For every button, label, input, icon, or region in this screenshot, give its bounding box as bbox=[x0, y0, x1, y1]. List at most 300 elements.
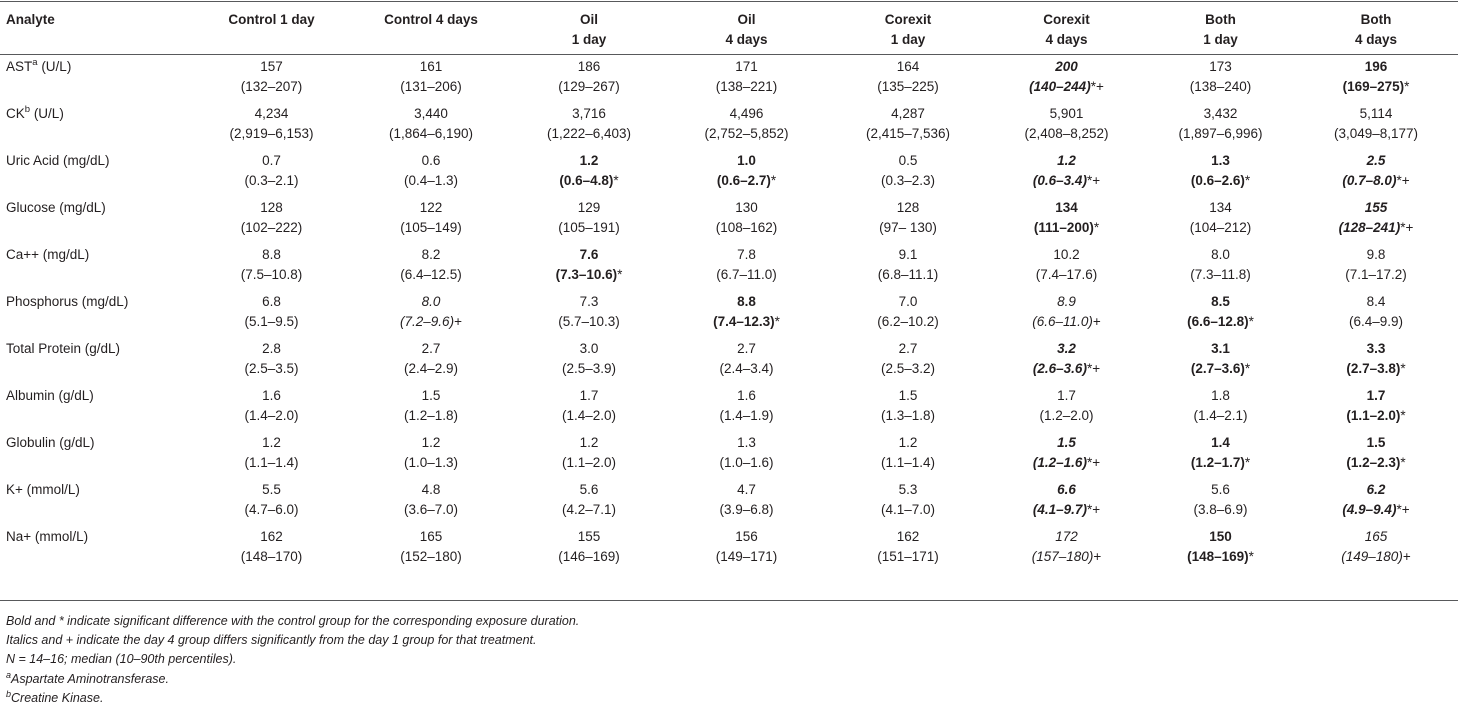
median-value: 5,114 bbox=[1359, 106, 1393, 121]
significance-marker: * bbox=[1244, 361, 1251, 376]
range-value: (2.4–3.4) bbox=[719, 361, 774, 376]
range-value: (1.3–1.8) bbox=[880, 408, 936, 423]
percentile-range bbox=[663, 171, 830, 191]
value-cell bbox=[986, 524, 1147, 571]
percentile-range bbox=[830, 218, 986, 238]
percentile-range bbox=[986, 500, 1147, 520]
median-value: 3,432 bbox=[1203, 106, 1238, 121]
range-value: (138–240) bbox=[1189, 79, 1252, 94]
value-cell bbox=[1294, 477, 1458, 524]
percentile-range bbox=[1147, 500, 1294, 520]
percentile-range bbox=[515, 265, 663, 285]
percentile-range bbox=[830, 77, 986, 97]
percentile-range bbox=[663, 453, 830, 473]
significance-marker: * bbox=[613, 173, 619, 188]
significance-marker: + bbox=[454, 314, 462, 329]
median-value: 4.8 bbox=[421, 482, 441, 497]
range-value: (140–244) bbox=[1029, 79, 1091, 94]
value-cell bbox=[1294, 289, 1458, 336]
range-value: (105–191) bbox=[558, 220, 620, 235]
analyte-footnote-marker: b bbox=[24, 104, 31, 115]
median-value: 162 bbox=[896, 529, 920, 544]
percentile-range bbox=[1294, 171, 1458, 191]
range-value: (3,049–8,177) bbox=[1333, 126, 1419, 141]
range-value: (129–267) bbox=[558, 79, 620, 94]
value-cell bbox=[196, 289, 347, 336]
value-cell bbox=[196, 336, 347, 383]
value-cell bbox=[1147, 242, 1294, 289]
range-value: (7.4–12.3) bbox=[713, 314, 775, 329]
median-value: 1.2 bbox=[898, 435, 918, 450]
range-value: (1,222–6,403) bbox=[546, 126, 632, 141]
value-cell bbox=[515, 148, 663, 195]
column-header bbox=[663, 0, 830, 54]
percentile-range bbox=[830, 265, 986, 285]
significance-marker: *+ bbox=[1396, 173, 1410, 188]
value-cell bbox=[1294, 430, 1458, 477]
range-value: (4.9–9.4) bbox=[1342, 502, 1397, 517]
median-value: 1.2 bbox=[421, 435, 441, 450]
median-value: 173 bbox=[1209, 59, 1232, 74]
analyte-cell bbox=[0, 383, 196, 430]
median-value: 0.5 bbox=[898, 153, 918, 168]
median-value: 8.8 bbox=[737, 294, 756, 309]
percentile-range bbox=[1294, 312, 1458, 332]
range-value: (2,415–7,536) bbox=[865, 126, 951, 141]
range-value: (3.8–6.9) bbox=[1193, 502, 1248, 517]
value-cell bbox=[1294, 54, 1458, 101]
percentile-range bbox=[515, 500, 663, 520]
value-cell bbox=[347, 477, 515, 524]
median-value: 196 bbox=[1364, 59, 1388, 74]
column-header bbox=[1294, 0, 1458, 54]
median-value: 150 bbox=[1209, 529, 1232, 544]
value-cell bbox=[663, 336, 830, 383]
analyte-footnote-marker: a bbox=[32, 57, 38, 68]
median-value: 3.0 bbox=[579, 341, 599, 356]
significance-marker: *+ bbox=[1086, 455, 1101, 470]
column-header-line: Corexit bbox=[1043, 12, 1090, 27]
percentile-range bbox=[196, 77, 347, 97]
percentile-range bbox=[196, 406, 347, 426]
range-value: (2,408–8,252) bbox=[1024, 126, 1109, 141]
median-value: 162 bbox=[260, 529, 283, 544]
percentile-range bbox=[1294, 77, 1458, 97]
range-value: (0.7–8.0) bbox=[1342, 173, 1397, 188]
median-value: 8.0 bbox=[421, 294, 441, 309]
percentile-range bbox=[347, 77, 515, 97]
value-cell bbox=[986, 148, 1147, 195]
percentile-range bbox=[986, 77, 1147, 97]
value-cell bbox=[347, 336, 515, 383]
median-value: 1.7 bbox=[1366, 388, 1386, 403]
range-value: (4.1–7.0) bbox=[880, 502, 936, 517]
range-value: (97– 130) bbox=[879, 220, 937, 235]
median-value: 9.1 bbox=[898, 247, 918, 262]
value-cell bbox=[515, 54, 663, 101]
analyte-cell bbox=[0, 54, 196, 101]
analyte-unit: (U/L) bbox=[30, 106, 64, 121]
median-value: 4,234 bbox=[254, 106, 289, 121]
column-header bbox=[347, 0, 515, 54]
median-value: 8.4 bbox=[1366, 294, 1386, 309]
range-value: (108–162) bbox=[715, 220, 778, 235]
median-value: 1.3 bbox=[1211, 153, 1230, 168]
percentile-range bbox=[986, 547, 1147, 567]
footnote-marker: b bbox=[6, 688, 12, 699]
median-value: 1.7 bbox=[579, 388, 599, 403]
value-cell bbox=[830, 336, 986, 383]
percentile-range bbox=[196, 171, 347, 191]
median-value: 1.5 bbox=[1057, 435, 1076, 450]
percentile-range bbox=[1294, 359, 1458, 379]
range-value: (5.1–9.5) bbox=[244, 314, 299, 329]
significance-marker: + bbox=[1402, 549, 1411, 564]
significance-marker: * bbox=[1400, 361, 1406, 376]
median-value: 128 bbox=[260, 200, 283, 215]
range-value: (1,864–6,190) bbox=[388, 126, 474, 141]
percentile-range bbox=[347, 265, 515, 285]
value-cell bbox=[196, 195, 347, 242]
percentile-range bbox=[196, 500, 347, 520]
range-value: (1.2–1.6) bbox=[1032, 455, 1087, 470]
value-cell bbox=[830, 242, 986, 289]
value-cell bbox=[1147, 289, 1294, 336]
range-value: (7.2–9.6) bbox=[400, 314, 455, 329]
value-cell bbox=[347, 289, 515, 336]
percentile-range bbox=[663, 124, 830, 144]
column-header-line: 4 days bbox=[1354, 32, 1398, 47]
range-value: (104–212) bbox=[1189, 220, 1252, 235]
column-header-line: Both bbox=[1205, 12, 1236, 27]
significance-marker: + bbox=[1092, 314, 1101, 329]
column-header-line: Control 4 days bbox=[384, 12, 478, 27]
value-cell bbox=[1147, 54, 1294, 101]
range-value: (152–180) bbox=[400, 549, 462, 564]
range-value: (151–171) bbox=[877, 549, 939, 564]
value-cell bbox=[986, 54, 1147, 101]
range-value: (146–169) bbox=[558, 549, 620, 564]
median-value: 134 bbox=[1055, 200, 1078, 215]
median-value: 8.8 bbox=[262, 247, 281, 262]
significance-marker: *+ bbox=[1396, 502, 1410, 517]
value-cell bbox=[196, 148, 347, 195]
range-value: (4.2–7.1) bbox=[561, 502, 617, 517]
range-value: (2.6–3.6) bbox=[1032, 361, 1087, 376]
median-value: 0.7 bbox=[262, 153, 281, 168]
median-value: 134 bbox=[1209, 200, 1232, 215]
percentile-range bbox=[515, 406, 663, 426]
range-value: (1.4–2.1) bbox=[1193, 408, 1248, 423]
median-value: 161 bbox=[419, 59, 443, 74]
percentile-range bbox=[663, 500, 830, 520]
column-header-line: 4 days bbox=[725, 32, 768, 47]
range-value: (2.5–3.5) bbox=[244, 361, 299, 376]
percentile-range bbox=[196, 359, 347, 379]
range-value: (4.7–6.0) bbox=[244, 502, 299, 517]
median-value: 164 bbox=[896, 59, 920, 74]
median-value: 4.7 bbox=[737, 482, 756, 497]
column-header-analyte: Analyte bbox=[6, 12, 55, 27]
column-header-line: Control 1 day bbox=[228, 12, 315, 27]
percentile-range bbox=[663, 406, 830, 426]
median-value: 10.2 bbox=[1053, 247, 1080, 262]
median-value: 157 bbox=[260, 59, 283, 74]
table-footnotes bbox=[6, 612, 579, 708]
range-value: (0.4–1.3) bbox=[403, 173, 459, 188]
value-cell bbox=[1147, 477, 1294, 524]
range-value: (6.2–10.2) bbox=[877, 314, 939, 329]
table-body bbox=[0, 54, 1458, 571]
range-value: (7.4–17.6) bbox=[1035, 267, 1098, 282]
percentile-range bbox=[1294, 406, 1458, 426]
value-cell bbox=[663, 430, 830, 477]
median-value: 7.3 bbox=[579, 294, 599, 309]
significance-marker: * bbox=[774, 314, 780, 329]
percentile-range bbox=[515, 124, 663, 144]
value-cell bbox=[663, 477, 830, 524]
column-header-line: Oil bbox=[579, 12, 598, 27]
range-value: (149–171) bbox=[715, 549, 778, 564]
median-value: 1.6 bbox=[262, 388, 281, 403]
value-cell bbox=[1294, 148, 1458, 195]
analyte-cell bbox=[0, 101, 196, 148]
value-cell bbox=[830, 195, 986, 242]
median-value: 6.2 bbox=[1366, 482, 1386, 497]
value-cell bbox=[986, 101, 1147, 148]
percentile-range bbox=[515, 359, 663, 379]
significance-marker: * bbox=[1248, 549, 1254, 564]
percentile-range bbox=[515, 453, 663, 473]
footnote bbox=[6, 670, 579, 689]
percentile-range bbox=[1147, 218, 1294, 238]
percentile-range bbox=[986, 406, 1147, 426]
range-value: (0.6–2.6) bbox=[1190, 173, 1245, 188]
median-value: 155 bbox=[1364, 200, 1388, 215]
median-value: 2.5 bbox=[1366, 153, 1386, 168]
range-value: (169–275) bbox=[1342, 79, 1405, 94]
value-cell bbox=[663, 289, 830, 336]
column-header-line: Oil bbox=[737, 12, 756, 27]
percentile-range bbox=[986, 359, 1147, 379]
table-row bbox=[0, 336, 1458, 383]
percentile-range bbox=[986, 312, 1147, 332]
range-value: (6.4–12.5) bbox=[400, 267, 462, 282]
value-cell bbox=[986, 477, 1147, 524]
range-value: (2.4–2.9) bbox=[403, 361, 459, 376]
value-cell bbox=[347, 148, 515, 195]
value-cell bbox=[196, 430, 347, 477]
median-value: 1.2 bbox=[579, 153, 599, 168]
percentile-range bbox=[830, 312, 986, 332]
percentile-range bbox=[347, 171, 515, 191]
percentile-range bbox=[1147, 547, 1294, 567]
value-cell bbox=[515, 195, 663, 242]
column-header-line: 4 days bbox=[1045, 32, 1088, 47]
median-value: 1.5 bbox=[1366, 435, 1386, 450]
percentile-range bbox=[663, 547, 830, 567]
value-cell bbox=[196, 54, 347, 101]
value-cell bbox=[663, 148, 830, 195]
table-row bbox=[0, 477, 1458, 524]
percentile-range bbox=[1147, 124, 1294, 144]
footnote bbox=[6, 612, 579, 631]
percentile-range bbox=[347, 359, 515, 379]
analyte-cell bbox=[0, 336, 196, 383]
analyte-label: Globulin (g/dL) bbox=[6, 435, 95, 450]
median-value: 1.6 bbox=[737, 388, 756, 403]
percentile-range bbox=[663, 359, 830, 379]
percentile-range bbox=[830, 406, 986, 426]
value-cell bbox=[830, 524, 986, 571]
range-value: (131–206) bbox=[400, 79, 462, 94]
percentile-range bbox=[663, 218, 830, 238]
percentile-range bbox=[830, 500, 986, 520]
percentile-range bbox=[515, 312, 663, 332]
percentile-range bbox=[347, 124, 515, 144]
value-cell bbox=[663, 383, 830, 430]
analyte-cell bbox=[0, 477, 196, 524]
value-cell bbox=[663, 524, 830, 571]
value-cell bbox=[830, 54, 986, 101]
value-cell bbox=[830, 101, 986, 148]
table-row bbox=[0, 430, 1458, 477]
value-cell bbox=[986, 383, 1147, 430]
footnote bbox=[6, 650, 579, 669]
analyte-cell bbox=[0, 195, 196, 242]
median-value: 130 bbox=[735, 200, 758, 215]
range-value: (1.4–2.0) bbox=[244, 408, 299, 423]
range-value: (1.4–1.9) bbox=[719, 408, 774, 423]
value-cell bbox=[196, 101, 347, 148]
median-value: 9.8 bbox=[1366, 247, 1386, 262]
median-value: 2.7 bbox=[421, 341, 441, 356]
range-value: (128–241) bbox=[1338, 220, 1401, 235]
median-value: 1.2 bbox=[579, 435, 599, 450]
value-cell bbox=[196, 383, 347, 430]
significance-marker: *+ bbox=[1090, 79, 1104, 94]
significance-marker: * bbox=[1248, 314, 1254, 329]
range-value: (1.2–2.3) bbox=[1346, 455, 1401, 470]
range-value: (1.0–1.6) bbox=[719, 455, 774, 470]
value-cell bbox=[830, 148, 986, 195]
percentile-range bbox=[347, 500, 515, 520]
value-cell bbox=[1147, 336, 1294, 383]
footnote bbox=[6, 689, 579, 708]
significance-marker: + bbox=[1093, 549, 1102, 564]
value-cell bbox=[347, 383, 515, 430]
significance-marker: *+ bbox=[1086, 173, 1101, 188]
table-row bbox=[0, 383, 1458, 430]
value-cell bbox=[515, 524, 663, 571]
column-header-line: Corexit bbox=[884, 12, 932, 27]
percentile-range bbox=[196, 218, 347, 238]
median-value: 3.1 bbox=[1211, 341, 1230, 356]
value-cell bbox=[1147, 101, 1294, 148]
percentile-range bbox=[663, 77, 830, 97]
value-cell bbox=[663, 195, 830, 242]
value-cell bbox=[830, 477, 986, 524]
analyte-unit: (U/L) bbox=[37, 59, 72, 74]
median-value: 8.9 bbox=[1057, 294, 1076, 309]
value-cell bbox=[515, 289, 663, 336]
range-value: (6.6–12.8) bbox=[1187, 314, 1249, 329]
median-value: 0.6 bbox=[421, 153, 441, 168]
significance-marker: * bbox=[1093, 220, 1100, 235]
significance-marker: * bbox=[1244, 173, 1251, 188]
percentile-range bbox=[1294, 547, 1458, 567]
median-value: 3,716 bbox=[572, 106, 606, 121]
percentile-range bbox=[1147, 359, 1294, 379]
analyte-label: Total Protein (g/dL) bbox=[6, 341, 121, 356]
percentile-range bbox=[515, 77, 663, 97]
significance-marker: *+ bbox=[1400, 220, 1414, 235]
median-value: 7.8 bbox=[737, 247, 756, 262]
median-value: 6.6 bbox=[1057, 482, 1076, 497]
column-header bbox=[196, 0, 347, 54]
median-value: 3,440 bbox=[414, 106, 448, 121]
footnote-text: Aspartate Aminotransferase. bbox=[11, 671, 169, 686]
percentile-range bbox=[986, 124, 1147, 144]
percentile-range bbox=[347, 218, 515, 238]
percentile-range bbox=[1147, 171, 1294, 191]
range-value: (1.1–1.4) bbox=[880, 455, 936, 470]
analyte-label: Albumin (g/dL) bbox=[6, 388, 94, 403]
bottom-rule bbox=[0, 600, 1458, 601]
percentile-range bbox=[196, 547, 347, 567]
value-cell bbox=[986, 242, 1147, 289]
median-value: 1.2 bbox=[1057, 153, 1076, 168]
median-value: 2.7 bbox=[898, 341, 918, 356]
range-value: (3.9–6.8) bbox=[719, 502, 774, 517]
percentile-range bbox=[663, 312, 830, 332]
percentile-range bbox=[347, 453, 515, 473]
table-row bbox=[0, 54, 1458, 101]
value-cell bbox=[830, 430, 986, 477]
percentile-range bbox=[986, 218, 1147, 238]
median-value: 5.5 bbox=[262, 482, 281, 497]
range-value: (1.4–2.0) bbox=[561, 408, 617, 423]
percentile-range bbox=[986, 171, 1147, 191]
value-cell bbox=[515, 430, 663, 477]
range-value: (135–225) bbox=[877, 79, 939, 94]
range-value: (132–207) bbox=[240, 79, 303, 94]
range-value: (6.7–11.0) bbox=[716, 267, 777, 282]
value-cell bbox=[1294, 383, 1458, 430]
median-value: 7.6 bbox=[579, 247, 599, 262]
range-value: (1.2–1.7) bbox=[1190, 455, 1245, 470]
significance-marker: *+ bbox=[1086, 502, 1101, 517]
value-cell bbox=[1294, 101, 1458, 148]
analyte-cell bbox=[0, 289, 196, 336]
median-value: 1.7 bbox=[1057, 388, 1076, 403]
median-value: 4,287 bbox=[891, 106, 925, 121]
percentile-range bbox=[986, 265, 1147, 285]
analyte-cell bbox=[0, 242, 196, 289]
footnote-text: N = 14–16; median (10–90th percentiles). bbox=[6, 652, 237, 667]
range-value: (2.5–3.2) bbox=[880, 361, 936, 376]
column-header bbox=[830, 0, 986, 54]
median-value: 3.3 bbox=[1366, 341, 1386, 356]
median-value: 8.5 bbox=[1211, 294, 1230, 309]
range-value: (2.7–3.8) bbox=[1346, 361, 1401, 376]
median-value: 122 bbox=[419, 200, 443, 215]
median-value: 200 bbox=[1055, 59, 1078, 74]
percentile-range bbox=[196, 265, 347, 285]
table-row bbox=[0, 101, 1458, 148]
range-value: (2,919–6,153) bbox=[229, 126, 314, 141]
footnote-text: Italics and + indicate the day 4 group differs significantly from the day 1 group for that treatment. bbox=[6, 633, 537, 648]
